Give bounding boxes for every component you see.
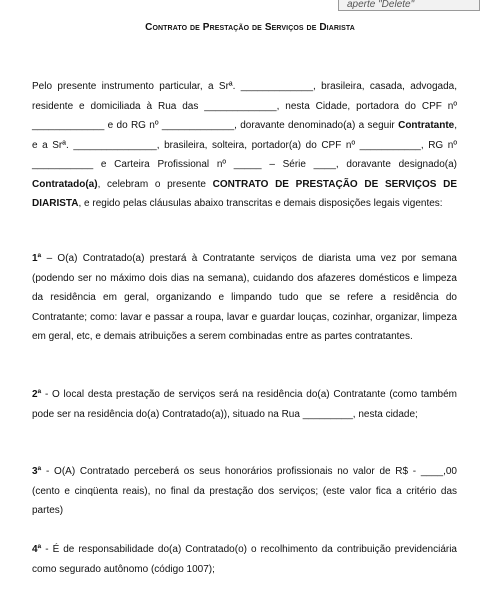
intro-contract-name: CONTRATO DE PRESTAÇÃO DE SERVIÇOS DE DIARISTA — [32, 178, 458, 209]
intro-text-3: , celebram o presente — [97, 178, 213, 190]
intro-text-2: , e a Srª. _______________, brasileira, solteira, portador(a) do CPF nº ___________, RG nº ___________ e Carteira Profissional nº _____ – Série ____, doravante designado(a) — [32, 120, 457, 170]
clause-2 — [32, 385, 457, 424]
intro-contratado: Contratado(a) — [32, 178, 98, 190]
intro-text-4: , e regido pelas cláusulas abaixo transcritas e demais disposições legais vigentes: — [78, 198, 443, 209]
clause-text: - O local desta prestação de serviços será na residência do(a) Contratante (como também pode ser na residência do(a) Contratado(a)), situado na Rua _________, nesta cidade; — [32, 389, 457, 420]
delete-hint-box: aperte "Delete" — [338, 0, 480, 11]
intro-text-1: Pelo presente instrumento particular, a Srª. _____________, brasileira, casada, advogada, residente e domiciliada à Rua das _____________, nesta Cidade, portadora do CPF nº _____________ e do RG nº _____________, doravante denominado(a) a seguir — [32, 81, 457, 131]
clause-number: 1ª — [32, 253, 42, 264]
clause-4 — [32, 540, 457, 579]
clause-number: 4ª — [32, 544, 42, 555]
clause-text: – O(a) Contratado(a) prestará à Contratante serviços de diarista uma vez por semana (podendo ser no máximo dois dias na semana), cuidando dos afazeres domésticos e limpeza da residência em geral, organizando e limpando tudo que se refere a residência do Contratante; como: lavar e passar a roupa, lavar e guardar louças, cozinhar, organizar, limpeza em geral, etc, e demais atribuições a serem combinadas entre as partes contratantes. — [32, 253, 457, 342]
clause-text: - O(A) Contratado perceberá os seus honorários profissionais no valor de R$ - ____,00 (cento e cinqüenta reais), no final da prestação dos serviços; (este valor fica a critério das partes) — [32, 466, 457, 516]
clause-number: 2ª — [32, 389, 42, 400]
clause-number: 3ª — [32, 466, 42, 477]
intro-contratante: Contratante — [398, 120, 455, 131]
clause-3 — [32, 462, 457, 521]
document-title: Contrato de Prestação de Serviços de Diarista — [145, 22, 355, 33]
clause-1 — [32, 249, 457, 347]
clause-text: - É de responsabilidade do(a) Contratado(o) o recolhimento da contribuição previdenciária como segurado autônomo (código 1007); — [32, 544, 457, 575]
intro-paragraph — [32, 77, 457, 214]
